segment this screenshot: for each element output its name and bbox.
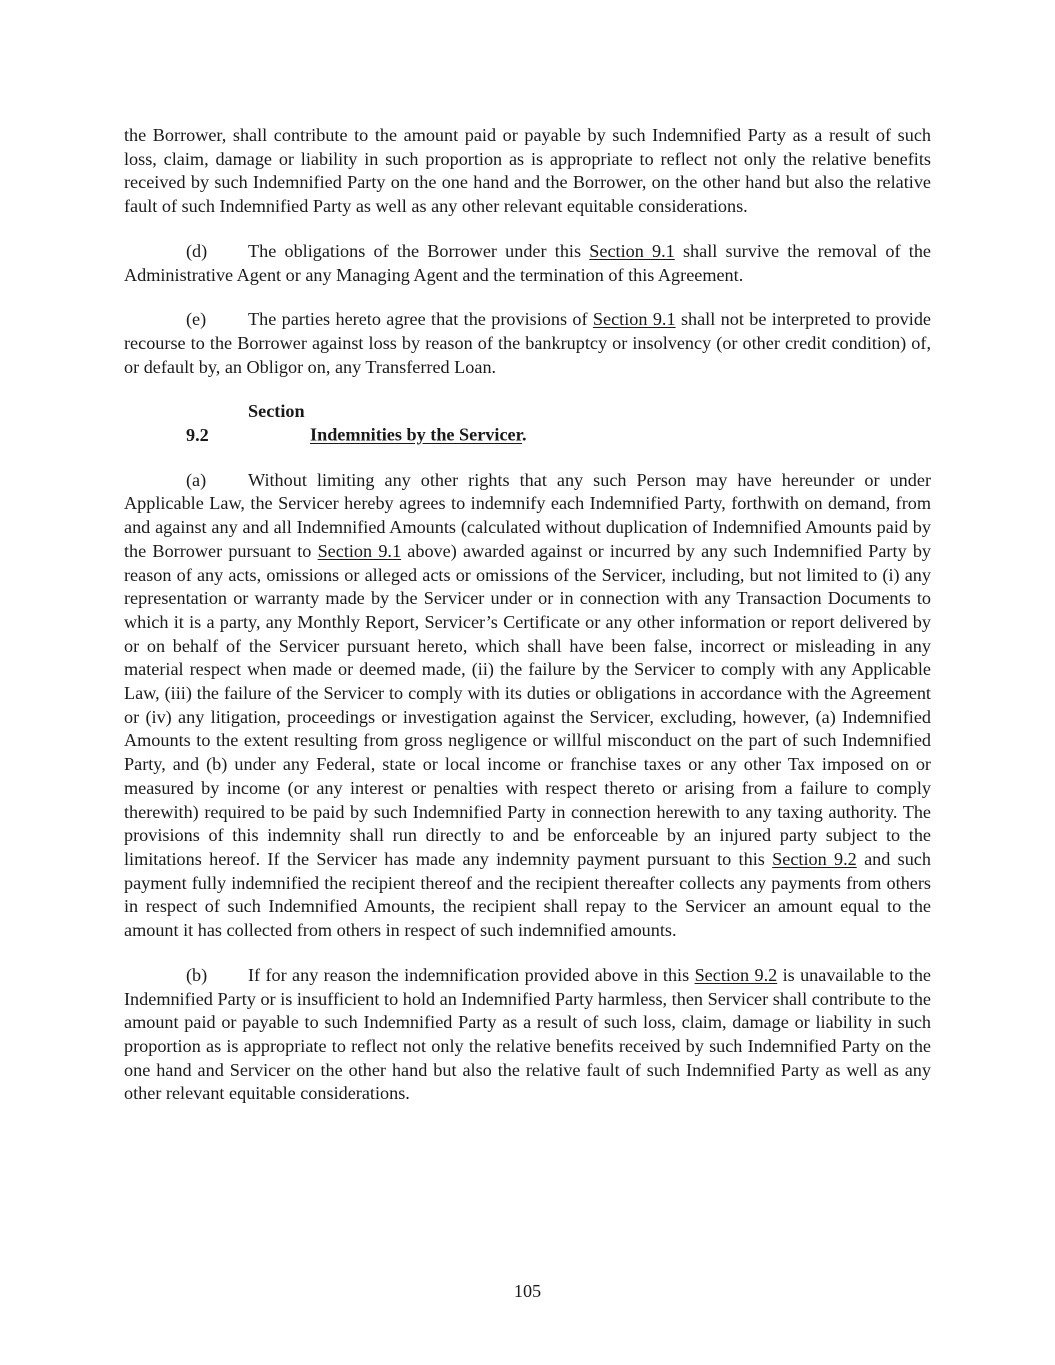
paragraph-text: shall not be interpreted to provide recourse to the Borrower against loss by reason of the bankruptcy or insolvency (or other credit condition) of, or default by, an Obligor on, any Transferred Loan. <box>124 309 931 377</box>
paragraph-text: The obligations of the Borrower under this <box>248 240 590 261</box>
paragraph-text: the Borrower, shall contribute to the amount paid or payable by such Indemnified Party as a result of such loss, claim, damage or liability in such proportion as is appropriate to reflect not only the relative benefits received by such Indemnified Party on the one hand and the Borrower, on the other hand but also the relative fault of such Indemnified Party as well as any other relevant equitable considerations. <box>124 125 931 217</box>
paragraph-continuation <box>124 124 931 219</box>
paragraph-d <box>124 240 931 287</box>
paragraph-text: If for any reason the indemnification provided above in this <box>248 964 695 985</box>
section-heading <box>124 400 931 447</box>
document-page <box>124 124 931 1127</box>
section-reference: Section 9.1 <box>589 240 675 261</box>
section-reference: Section 9.2 <box>694 964 778 985</box>
paragraph-a <box>124 469 931 943</box>
section-reference: Section 9.1 <box>317 540 402 561</box>
paragraph-text: Without limiting any other rights that any such Person may have hereunder or under Applicable Law, the Servicer hereby agrees to indemnify each Indemnified Party, forthwith on demand, from and against any and all Indemnified Amounts (calculated without duplication of Indemnified Amounts paid by the Borrower pursuant to <box>124 469 931 561</box>
paragraph-text: above) awarded against or incurred by any such Indemnified Party by reason of any acts, omissions or alleged acts or omissions of the Servicer, including, but not limited to (i) any representation or warranty made by the Servicer under or in connection with any Transaction Documents to which it is a party, any Monthly Report, Servicer’s Certificate or any other information or report delivered by or on behalf of the Servicer pursuant hereto, which shall have been false, incorrect or misleading in any material respect when made or deemed made, (ii) the failure by the Servicer to comply with any Applicable Law, (iii) the failure of the Servicer to comply with its duties or obligations in accordance with the Agreement or (iv) any litigation, proceedings or investigation against the Servicer, excluding, however, (a) Indemnified Amounts to the extent resulting from gross negligence or willful misconduct on the part of such Indemnified Party, and (b) under any Federal, state or local income or franchise taxes or any other Tax imposed on or measured by income (or any interest or penalties with respect thereto or arising from a failure to comply therewith) required to be paid by such Indemnified Party in connection herewith to any taxing authority. The provisions of this indemnity shall run directly to and be enforceable by an injured party subject to the limitations hereof. If the Servicer has made any indemnity payment pursuant to this <box>124 540 932 869</box>
section-reference: Section 9.1 <box>592 309 676 330</box>
paragraph-text: and such payment fully indemnified the recipient thereof and the recipient thereafter collects any payments from others in respect of such Indemnified Amounts, the recipient shall repay to the Servicer an amount equal to the amount it has collected from others in respect of such indemnified amounts. <box>124 848 931 941</box>
paragraph-text: is unavailable to the Indemnified Party or is insufficient to hold an Indemnified Party harmless, then Servicer shall contribute to the amount paid or payable to such Indemnified Party as a result of such loss, claim, damage or liability in such proportion as is appropriate to reflect not only the relative benefits received by such Indemnified Party on the one hand and Servicer on the other hand but also the relative fault of such Indemnified Party as well as any other relevant equitable considerations. <box>124 964 931 1104</box>
paragraph-text: The parties hereto agree that the provisions of <box>248 309 593 330</box>
paragraph-marker: (a) <box>186 469 207 490</box>
paragraph-marker: (d) <box>186 240 208 261</box>
paragraph-marker: (e) <box>186 309 207 330</box>
paragraph-b <box>124 964 931 1106</box>
paragraph-marker: (b) <box>186 964 208 985</box>
section-title: Indemnities by the Servicer <box>310 425 523 446</box>
page-number: 105 <box>513 1281 542 1301</box>
paragraph-e <box>124 308 931 379</box>
paragraph-text: shall survive the removal of the Administrative Agent or any Managing Agent and the termination of this Agreement. <box>124 240 931 285</box>
section-number: Section 9.2 <box>186 401 305 446</box>
section-title-period: . <box>522 425 527 446</box>
section-reference: Section 9.2 <box>772 848 857 869</box>
